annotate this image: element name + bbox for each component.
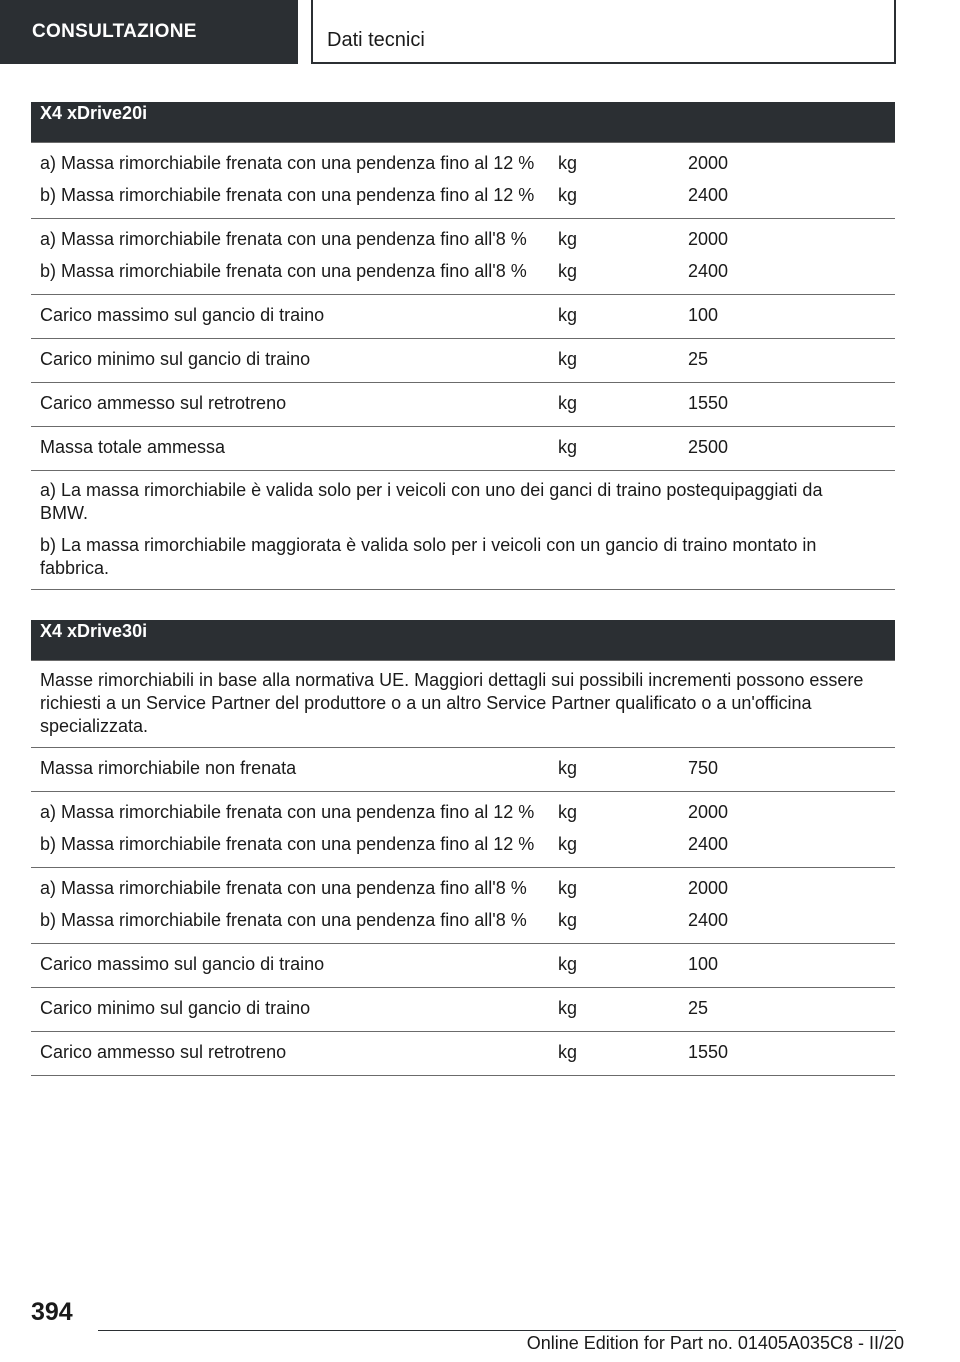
row-label: Carico minimo sul gancio di traino	[31, 339, 549, 383]
table-row	[31, 868, 895, 944]
row-unit-b: kg	[558, 910, 578, 930]
row-unit-b: kg	[558, 834, 578, 854]
row-value-a: 2000	[688, 153, 729, 173]
row-label: Carico ammesso sul retrotreno	[31, 383, 549, 427]
row-unit: kg	[549, 339, 679, 383]
model-title: X4 xDrive30i	[31, 620, 895, 661]
row-label: Carico ammesso sul retrotreno	[31, 1032, 549, 1076]
row-unit: kg	[549, 748, 679, 792]
row-label: Massa totale ammessa	[31, 427, 549, 471]
spec-table-xdrive20i	[31, 102, 895, 590]
row-value	[679, 219, 895, 295]
row-value: 25	[679, 339, 895, 383]
row-unit-a: kg	[558, 229, 578, 249]
model-header-row	[31, 620, 895, 661]
spec-table-xdrive30i	[31, 620, 895, 1076]
table-intro: Masse rimorchiabili in base alla normativa UE. Maggiori dettagli sui possibili incrementi possono essere richiesti a un Service Partner del produttore o a un altro Service Partner qualificato o a un'officina specializzata.	[31, 661, 895, 748]
row-label: Massa rimorchiabile non frenata	[31, 748, 549, 792]
table-row	[31, 339, 895, 383]
row-label-a: a) Massa rimorchiabile frenata con una pendenza fino all'8 %	[40, 878, 527, 898]
row-unit-a: kg	[558, 802, 578, 822]
table-row	[31, 427, 895, 471]
model-header-row	[31, 102, 895, 143]
row-unit: kg	[549, 427, 679, 471]
row-unit	[549, 868, 679, 944]
row-label-b: b) Massa rimorchiabile frenata con una pendenza fino al 12 %	[40, 185, 535, 205]
row-label	[31, 143, 549, 219]
model-title: X4 xDrive20i	[31, 102, 895, 143]
page-number: 394	[31, 1298, 73, 1326]
row-value-b: 2400	[688, 910, 729, 930]
row-value-a: 2000	[688, 878, 729, 898]
table-row	[31, 295, 895, 339]
table-row	[31, 1032, 895, 1076]
table-row	[31, 944, 895, 988]
row-value-b: 2400	[688, 185, 729, 205]
row-label: Carico minimo sul gancio di traino	[31, 988, 549, 1032]
row-unit-b: kg	[558, 185, 578, 205]
table-row	[31, 792, 895, 868]
row-unit: kg	[549, 988, 679, 1032]
row-label	[31, 868, 549, 944]
row-label: Carico massimo sul gancio di traino	[31, 295, 549, 339]
table-row	[31, 219, 895, 295]
table-row	[31, 748, 895, 792]
notes-row	[31, 471, 895, 590]
row-value: 750	[679, 748, 895, 792]
row-value-a: 2000	[688, 802, 729, 822]
row-unit: kg	[549, 1032, 679, 1076]
row-value: 2500	[679, 427, 895, 471]
note-a: a) La massa rimorchiabile è valida solo per i veicoli con uno dei ganci di traino postequipaggiati da BMW.	[40, 480, 823, 523]
row-value-b: 2400	[688, 834, 729, 854]
table-row	[31, 988, 895, 1032]
footer-divider	[98, 1330, 896, 1331]
table-notes	[31, 471, 895, 590]
row-unit	[549, 219, 679, 295]
row-unit: kg	[549, 295, 679, 339]
row-unit: kg	[549, 383, 679, 427]
row-unit: kg	[549, 944, 679, 988]
row-value-b: 2400	[688, 261, 729, 281]
row-unit	[549, 143, 679, 219]
row-label	[31, 219, 549, 295]
row-label-b: b) Massa rimorchiabile frenata con una pendenza fino all'8 %	[40, 261, 527, 281]
row-value: 1550	[679, 1032, 895, 1076]
table-row	[31, 383, 895, 427]
row-value: 1550	[679, 383, 895, 427]
page-content	[31, 102, 895, 1076]
row-label-a: a) Massa rimorchiabile frenata con una pendenza fino all'8 %	[40, 229, 527, 249]
row-label-a: a) Massa rimorchiabile frenata con una pendenza fino al 12 %	[40, 153, 535, 173]
row-label-b: b) Massa rimorchiabile frenata con una pendenza fino al 12 %	[40, 834, 535, 854]
row-value	[679, 143, 895, 219]
section-title: CONSULTAZIONE	[0, 0, 298, 64]
row-label-a: a) Massa rimorchiabile frenata con una pendenza fino al 12 %	[40, 802, 535, 822]
table-spacer	[31, 590, 895, 620]
intro-row	[31, 661, 895, 748]
row-label: Carico massimo sul gancio di traino	[31, 944, 549, 988]
row-label	[31, 792, 549, 868]
row-unit	[549, 792, 679, 868]
page-header	[0, 0, 960, 66]
row-unit-a: kg	[558, 153, 578, 173]
row-value	[679, 868, 895, 944]
row-value-a: 2000	[688, 229, 729, 249]
edition-note: Online Edition for Part no. 01405A035C8 - II/20	[526, 1333, 904, 1353]
chapter-title: Dati tecnici	[311, 0, 896, 64]
row-value: 100	[679, 944, 895, 988]
row-unit-b: kg	[558, 261, 578, 281]
row-value: 100	[679, 295, 895, 339]
row-value: 25	[679, 988, 895, 1032]
note-b: b) La massa rimorchiabile maggiorata è valida solo per i veicoli con un gancio di traino montato in fabbrica.	[40, 535, 817, 578]
row-label-b: b) Massa rimorchiabile frenata con una pendenza fino all'8 %	[40, 910, 527, 930]
table-row	[31, 143, 895, 219]
row-value	[679, 792, 895, 868]
row-unit-a: kg	[558, 878, 578, 898]
